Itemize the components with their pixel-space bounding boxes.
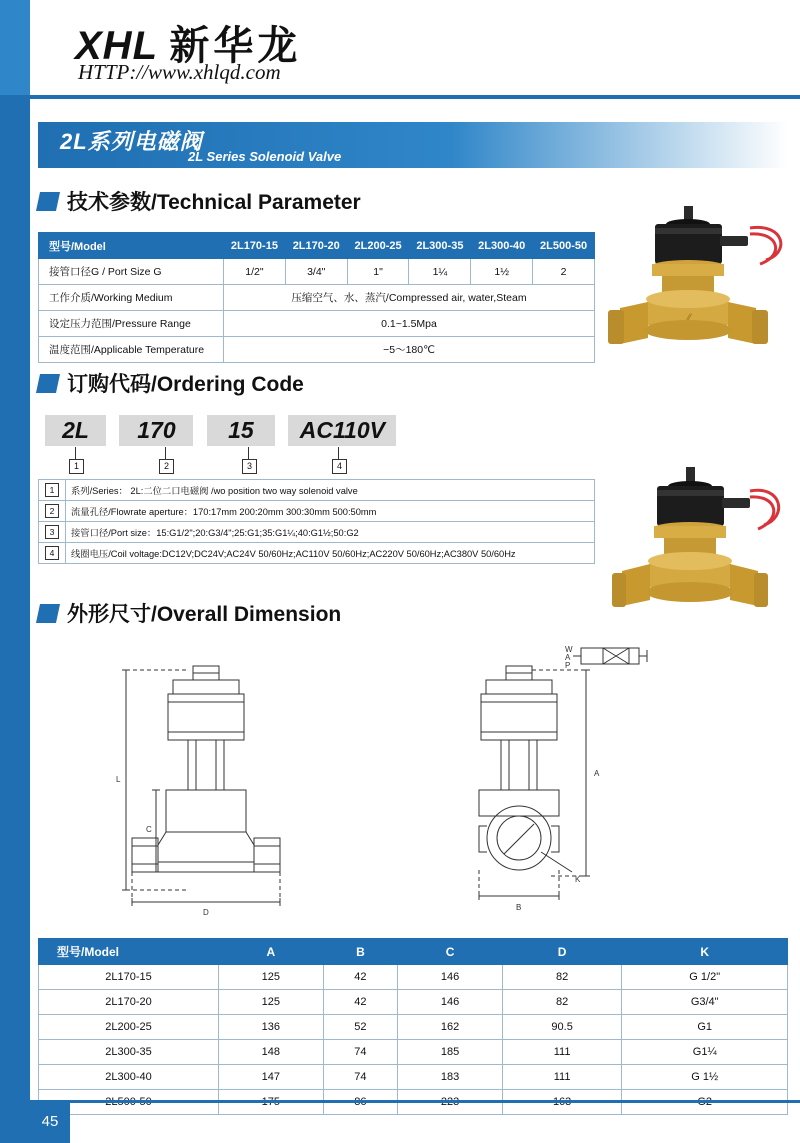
cell-working-medium: 压缩空气、水、蒸汽/Compressed air, water,Steam bbox=[224, 285, 595, 311]
table-row bbox=[39, 543, 595, 564]
dim-th-c: C bbox=[398, 939, 503, 965]
label-B: B bbox=[516, 903, 522, 912]
th-2l170-15: 2L170-15 bbox=[224, 233, 286, 259]
page-header bbox=[30, 0, 800, 95]
dim-cell-c: 146 bbox=[398, 965, 503, 990]
table-row bbox=[39, 965, 788, 990]
dim-cell-c: 185 bbox=[398, 1040, 503, 1065]
ordering-marker-3: 3 bbox=[242, 459, 257, 474]
dim-cell-model: 2L300-40 bbox=[39, 1065, 219, 1090]
title-banner bbox=[38, 122, 788, 168]
ordering-code-boxes bbox=[45, 415, 405, 446]
dim-cell-c: 146 bbox=[398, 990, 503, 1015]
row-label-temperature: 温度范围/Applicable Temperature bbox=[39, 337, 224, 363]
th-2l300-40: 2L300-40 bbox=[471, 233, 533, 259]
dim-cell-b: 74 bbox=[323, 1040, 398, 1065]
ordering-code-box-port: 15 bbox=[207, 415, 275, 446]
ordering-code-box-aperture: 170 bbox=[119, 415, 193, 446]
ordering-row-text-4: 线圈电压/Coil voltage:DC12V;DC24V;AC24V 50/60Hz;AC110V 50/60Hz;AC220V 50/60Hz;AC380V 50/60Hz bbox=[66, 543, 595, 564]
dim-cell-b: 74 bbox=[323, 1065, 398, 1090]
label-L: L bbox=[116, 775, 121, 784]
leader-line-4 bbox=[338, 447, 339, 459]
index-badge: 2 bbox=[45, 504, 59, 518]
dim-cell-d: 111 bbox=[502, 1065, 622, 1090]
section-marker-icon bbox=[36, 192, 60, 211]
dim-cell-k: G3/4" bbox=[622, 990, 788, 1015]
leader-line-2 bbox=[165, 447, 166, 459]
dim-cell-a: 136 bbox=[219, 1015, 324, 1040]
dim-th-d: D bbox=[502, 939, 622, 965]
section-title-technical: 技术参数/Technical Parameter bbox=[67, 191, 361, 214]
dim-cell-b: 52 bbox=[323, 1015, 398, 1040]
ordering-code-box-voltage: AC110V bbox=[288, 415, 396, 446]
ordering-row-text-2: 流量孔径/Flowrate aperture：170:17mm 200:20mm 300:30mm 500:50mm bbox=[66, 501, 595, 522]
label-A2: A bbox=[565, 653, 571, 662]
table-row bbox=[39, 501, 595, 522]
banner-title-en: 2L Series Solenoid Valve bbox=[188, 149, 342, 164]
section-heading-technical bbox=[38, 186, 361, 216]
dim-th-b: B bbox=[323, 939, 398, 965]
table-row bbox=[39, 480, 595, 501]
label-K: K bbox=[575, 875, 581, 884]
dim-cell-model: 2L300-35 bbox=[39, 1040, 219, 1065]
page-number: 45 bbox=[30, 1100, 70, 1143]
ordering-code-table bbox=[38, 479, 595, 564]
label-W: W bbox=[565, 645, 573, 654]
dim-cell-d: 82 bbox=[502, 965, 622, 990]
header-divider bbox=[0, 95, 800, 99]
dim-cell-a: 125 bbox=[219, 965, 324, 990]
leader-line-3 bbox=[248, 447, 249, 459]
dimension-table bbox=[38, 938, 788, 1115]
brand-name-en: XHL bbox=[75, 24, 158, 68]
dim-cell-d: 82 bbox=[502, 990, 622, 1015]
banner-title-cn: 2L系列电磁阀 bbox=[60, 129, 203, 154]
table-row bbox=[39, 1015, 788, 1040]
section-heading-ordering bbox=[38, 368, 304, 398]
dim-cell-a: 147 bbox=[219, 1065, 324, 1090]
dim-cell-b: 42 bbox=[323, 990, 398, 1015]
row-label-port-size: 接管口径G / Port Size G bbox=[39, 259, 224, 285]
cell-port-size-5: 1½ bbox=[471, 259, 533, 285]
dim-cell-a: 125 bbox=[219, 990, 324, 1015]
ordering-row-text-1: 系列/Series： 2L:二位二口电磁阀 /wo position two way solenoid valve bbox=[66, 480, 595, 501]
cell-temperature: −5～180℃ bbox=[224, 337, 595, 363]
section-title-dimension: 外形尺寸/Overall Dimension bbox=[67, 603, 342, 626]
cell-port-size-1: 1/2" bbox=[224, 259, 286, 285]
product-photo-valve-2 bbox=[610, 455, 800, 620]
cell-port-size-2: 3/4" bbox=[285, 259, 347, 285]
dim-cell-k: G 1½ bbox=[622, 1065, 788, 1090]
table-row bbox=[39, 311, 595, 337]
table-row bbox=[39, 285, 595, 311]
table-row bbox=[39, 1065, 788, 1090]
dim-cell-model: 2L170-20 bbox=[39, 990, 219, 1015]
section-title-ordering: 订购代码/Ordering Code bbox=[67, 373, 304, 396]
footer-divider bbox=[0, 1100, 800, 1103]
label-D: D bbox=[203, 908, 209, 917]
ordering-row-index-3 bbox=[39, 522, 66, 543]
index-badge: 3 bbox=[45, 525, 59, 539]
section-heading-dimension bbox=[38, 598, 341, 628]
cell-port-size-6: 2 bbox=[533, 259, 595, 285]
table-row bbox=[39, 259, 595, 285]
cell-port-size-3: 1" bbox=[347, 259, 409, 285]
ordering-row-text-3: 接管口径/Port size：15:G1/2";20:G3/4";25:G1;35:G1¼;40:G1½;50:G2 bbox=[66, 522, 595, 543]
section-marker-icon bbox=[36, 374, 60, 393]
technical-parameter-table bbox=[38, 232, 595, 363]
section-marker-icon bbox=[36, 604, 60, 623]
dim-cell-k: G 1/2" bbox=[622, 965, 788, 990]
label-C: C bbox=[146, 825, 152, 834]
th-2l170-20: 2L170-20 bbox=[285, 233, 347, 259]
brand-name-cn: 新华龙 bbox=[169, 24, 302, 68]
dimension-drawings bbox=[38, 640, 788, 930]
dim-cell-k: G1¼ bbox=[622, 1040, 788, 1065]
dim-th-a: A bbox=[219, 939, 324, 965]
left-accent-bar bbox=[0, 0, 30, 1143]
leader-line-1 bbox=[75, 447, 76, 459]
dim-cell-model: 2L170-15 bbox=[39, 965, 219, 990]
svg-text:⁄∕: ⁄∕ bbox=[688, 312, 692, 322]
dim-cell-d: 90.5 bbox=[502, 1015, 622, 1040]
th-2l500-50: 2L500-50 bbox=[533, 233, 595, 259]
dim-cell-c: 183 bbox=[398, 1065, 503, 1090]
table-row bbox=[39, 1040, 788, 1065]
index-badge: 4 bbox=[45, 546, 59, 560]
label-P: P bbox=[565, 661, 571, 670]
th-model: 型号/Model bbox=[39, 233, 224, 259]
row-label-working-medium: 工作介质/Working Medium bbox=[39, 285, 224, 311]
index-badge: 1 bbox=[45, 483, 59, 497]
th-2l300-35: 2L300-35 bbox=[409, 233, 471, 259]
label-A: A bbox=[594, 769, 600, 778]
dim-cell-c: 162 bbox=[398, 1015, 503, 1040]
ordering-marker-1: 1 bbox=[69, 459, 84, 474]
cell-pressure-range: 0.1~1.5Mpa bbox=[224, 311, 595, 337]
ordering-code-box-series: 2L bbox=[45, 415, 106, 446]
ordering-row-index-1 bbox=[39, 480, 66, 501]
table-row bbox=[39, 337, 595, 363]
ordering-marker-4: 4 bbox=[332, 459, 347, 474]
left-accent-bar-top bbox=[0, 0, 30, 95]
dim-cell-a: 148 bbox=[219, 1040, 324, 1065]
ordering-row-index-2 bbox=[39, 501, 66, 522]
table-header-row bbox=[39, 939, 788, 965]
brand-website: HTTP://www.xhlqd.com bbox=[78, 60, 281, 84]
th-2l200-25: 2L200-25 bbox=[347, 233, 409, 259]
dim-cell-model: 2L200-25 bbox=[39, 1015, 219, 1040]
dim-cell-d: 111 bbox=[502, 1040, 622, 1065]
dim-cell-k: G1 bbox=[622, 1015, 788, 1040]
cell-port-size-4: 1¼ bbox=[409, 259, 471, 285]
row-label-pressure-range: 设定压力范围/Pressure Range bbox=[39, 311, 224, 337]
product-photo-valve-1 bbox=[600, 198, 795, 363]
table-row bbox=[39, 522, 595, 543]
ordering-row-index-4 bbox=[39, 543, 66, 564]
table-row bbox=[39, 990, 788, 1015]
dim-th-k: K bbox=[622, 939, 788, 965]
dim-cell-b: 42 bbox=[323, 965, 398, 990]
dim-th-model: 型号/Model bbox=[39, 939, 219, 965]
table-header-row bbox=[39, 233, 595, 259]
ordering-marker-2: 2 bbox=[159, 459, 174, 474]
